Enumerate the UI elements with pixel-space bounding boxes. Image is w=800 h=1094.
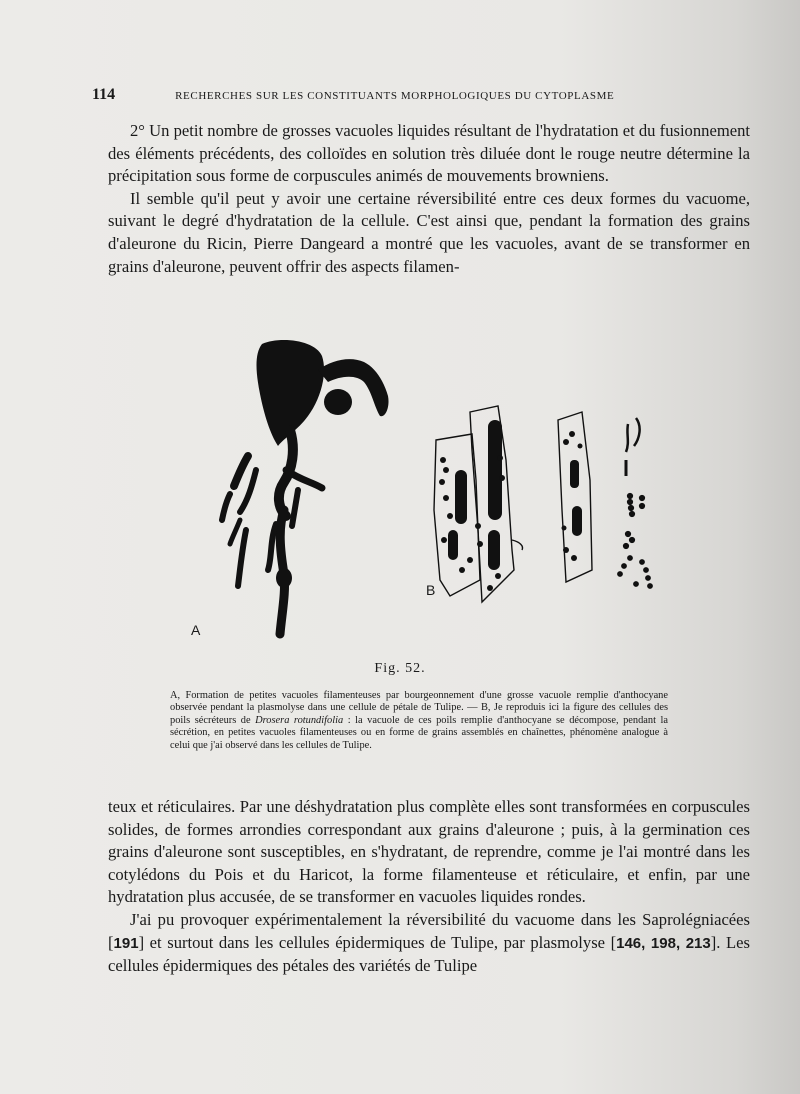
figure-illustration [180,330,660,660]
citation-ref: 191 [113,934,139,952]
paragraph: 2° Un petit nombre de grosses vacuoles liquides résultant de l'hydratation et du fusionnement des éléments précédents, des colloïdes en solution très diluée dont le rouge neutre détermine la précipitation sous forme de corpuscules animés de mouvements browniens. [108,121,750,186]
paragraph [108,909,750,978]
panel-b-vacuoles [439,420,583,591]
paragraph-text: J'ai pu provoquer expérimentalement la réversibilité du vacuome dans les Saprolégniacées [ [108,909,750,952]
panel-b-chains [618,418,653,588]
paragraph: teux et réticulaires. Par une déshydratation plus complète elles sont transformées en corpuscules solides, de formes arrondies correspondant aux grains d'aleurone ; puis, à la germination ces grains d'aleurone sont susceptibles, en s'hydratant, de reprendre, comme je l'ai montré dans les cotylédons du Pois et du Haricot, la forme filamenteuse et réticulaire, et enfin, par une hydratation plus accusée, de se transformer en vacuoles liquides rondes. [108,797,750,907]
text-top [108,120,750,278]
panel-a-drawing [222,340,389,634]
paragraph-text: ]. Les cellules épidermiques des pétales des variétés de Tulipe [108,932,750,976]
figure-caption [170,690,668,752]
caption-text: A, Formation de petites vacuoles filamenteuses par bourgeonnement d'une grosse vacuole remplie d'anthocyane observée pendant la plasmolyse dans une cellule de pétale de Tulipe. — B, Je reproduis ici la figure des cellules des poils sécréteurs de [170,690,668,726]
citation-ref: 146, 198, 213 [616,934,711,952]
page-header [92,86,652,104]
figure-label-b: B [426,582,436,598]
figure-52 [180,330,660,660]
figure-number: Fig. 52. [374,661,426,676]
page-number: 114 [92,86,116,103]
paragraph: Il semble qu'il peut y avoir une certaine réversibilité entre ces deux formes du vacuome, suivant le degré d'hydratation de la cellule. C'est ainsi que, pendant la formation des grains d'aleurone du Ricin, Pierre Dangeard a montré que les vacuoles, avant de se transformer en grains d'aleurone, peuvent offrir des aspects filamen- [108,188,750,276]
text-bottom [108,796,750,978]
caption-text: : la vacuole de ces poils remplie d'anthocyane se décompose, pendant la sécrétion, en petites vacuoles filamenteuses ou en forme de grains assemblés en chaînettes, phénomène analogue à celui que j'ai observé dans les cellules de Tulipe. [170,714,668,751]
figure-label-a: A [191,622,201,638]
caption-species: Drosera rotundifolia [255,714,344,726]
running-head: RECHERCHES SUR LES CONSTITUANTS MORPHOLOGIQUES DU CYTOPLASME [175,90,615,102]
paragraph-text: ] et surtout dans les cellules épidermiques de Tulipe, par plasmolyse [ [138,932,617,952]
